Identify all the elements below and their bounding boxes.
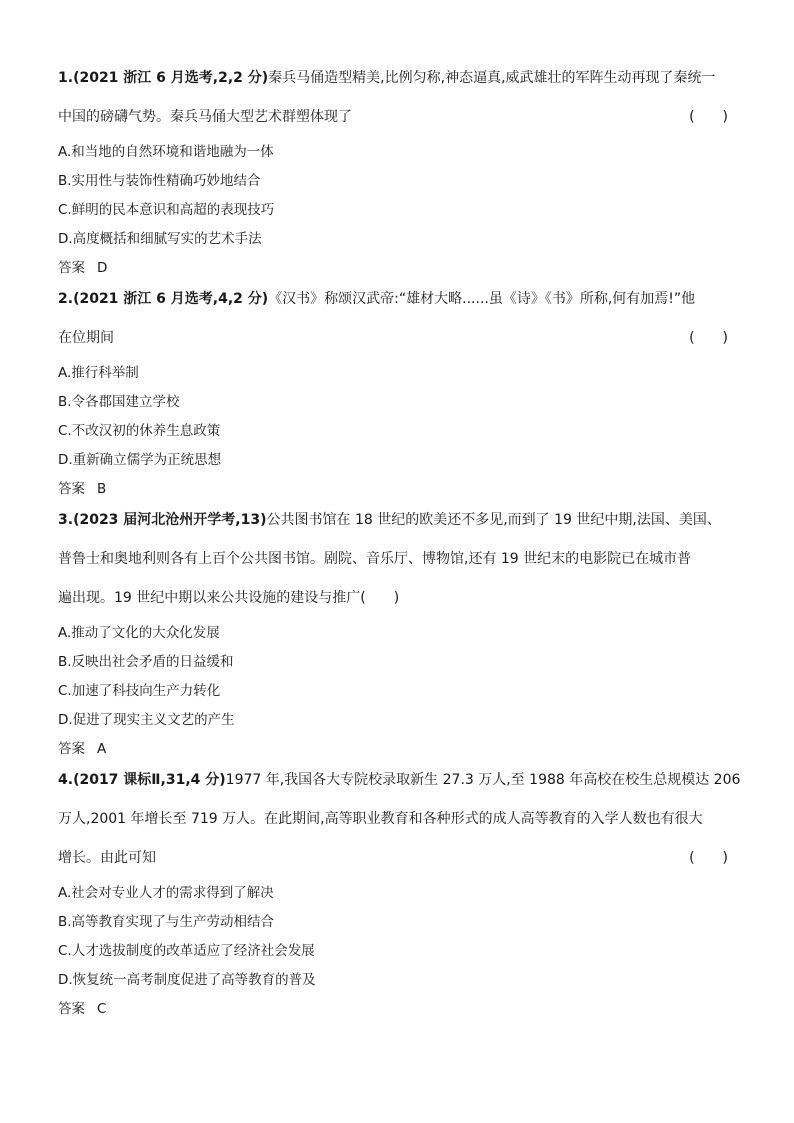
answer-value: D <box>97 260 108 276</box>
question-stem-text: 1977 年,我国各大专院校录取新生 27.3 万人,至 1988 年高校在校生总规模达 206 <box>225 772 741 788</box>
option-d: D.促进了现实主义文艺的产生 <box>58 712 235 728</box>
option-a: A.推行科举制 <box>58 365 139 381</box>
option-d: D.高度概括和细腻写实的艺术手法 <box>58 231 262 247</box>
answer-line <box>58 999 728 1019</box>
question-stem-text: 普鲁士和奥地利则各有上百个公共图书馆。剧院、音乐厅、博物馆,还有 19 世纪末的电影院已在城市普 <box>58 551 692 567</box>
option-c: C.鲜明的民本意识和高超的表现技巧 <box>58 202 275 218</box>
answer-value: B <box>97 481 107 497</box>
question-stem-line <box>58 588 728 608</box>
answer-blank: ( ) <box>689 109 728 125</box>
question-source: (2023 届河北沧州开学考,13) <box>73 512 267 528</box>
question-stem-line <box>58 510 728 530</box>
question-2 <box>58 289 728 499</box>
option-d: D.重新确立儒学为正统思想 <box>58 452 222 468</box>
question-stem-line <box>58 809 728 829</box>
answer-value: C <box>97 1001 107 1017</box>
question-stem-text: 遍出现。19 世纪中期以来公共设施的建设与推广( ) <box>58 590 400 606</box>
option-c: C.不改汉初的休养生息政策 <box>58 423 221 439</box>
answer-line <box>58 739 728 759</box>
question-stem-line <box>58 289 728 309</box>
question-1 <box>58 68 728 278</box>
answer-blank: ( ) <box>689 850 728 866</box>
question-stem-text: 公共图书馆在 18 世纪的欧美还不多见,而到了 19 世纪中期,法国、美国、 <box>266 512 721 528</box>
question-number: 3. <box>58 512 74 528</box>
option-a: A.推动了文化的大众化发展 <box>58 625 220 641</box>
answer-label: 答案 <box>58 741 85 757</box>
question-3 <box>58 510 728 759</box>
option-a: A.和当地的自然环境和谐地融为一体 <box>58 144 274 160</box>
question-source: (2021 浙江 6 月选考,2,2 分) <box>73 70 269 86</box>
option-b: B.实用性与装饰性精确巧妙地结合 <box>58 173 261 189</box>
answer-label: 答案 <box>58 1001 85 1017</box>
answer-line <box>58 258 728 278</box>
answer-value: A <box>97 741 107 757</box>
option-d: D.恢复统一高考制度促进了高等教育的普及 <box>58 972 316 988</box>
question-stem-text: 中国的磅礴气势。秦兵马俑大型艺术群塑体现了 <box>58 109 352 125</box>
option-b: B.反映出社会矛盾的日益缓和 <box>58 654 234 670</box>
question-number: 4. <box>58 772 74 788</box>
option-c: C.人才选拔制度的改革适应了经济社会发展 <box>58 943 315 959</box>
question-stem-line <box>58 848 728 868</box>
question-stem-text: 《汉书》称颂汉武帝:“雄材大略......虽《诗》《书》所称,何有加焉!”他 <box>268 291 696 307</box>
question-number: 1. <box>58 70 74 86</box>
answer-label: 答案 <box>58 260 85 276</box>
question-source: (2021 浙江 6 月选考,4,2 分) <box>73 291 269 307</box>
answer-line <box>58 479 728 499</box>
option-c: C.加速了科技向生产力转化 <box>58 683 221 699</box>
question-stem-line <box>58 328 728 348</box>
option-b: B.令各郡国建立学校 <box>58 394 180 410</box>
question-stem-text: 秦兵马俑造型精美,比例匀称,神态逼真,威武雄壮的军阵生动再现了秦统一 <box>268 70 716 86</box>
option-b: B.高等教育实现了与生产劳动相结合 <box>58 914 275 930</box>
option-a: A.社会对专业人才的需求得到了解决 <box>58 885 274 901</box>
question-stem-text: 在位期间 <box>58 330 114 346</box>
question-stem-line <box>58 549 728 569</box>
question-stem-text: 增长。由此可知 <box>58 850 156 866</box>
question-number: 2. <box>58 291 74 307</box>
question-4 <box>58 770 741 1019</box>
question-source: (2017 课标Ⅱ,31,4 分) <box>73 772 226 788</box>
question-stem-text: 万人,2001 年增长至 719 万人。在此期间,高等职业教育和各种形式的成人高等教育的入学人数也有很大 <box>58 811 703 827</box>
answer-blank: ( ) <box>689 330 728 346</box>
answer-label: 答案 <box>58 481 85 497</box>
question-stem-line <box>58 770 741 790</box>
question-stem-line <box>58 107 728 127</box>
question-stem-line <box>58 68 728 88</box>
